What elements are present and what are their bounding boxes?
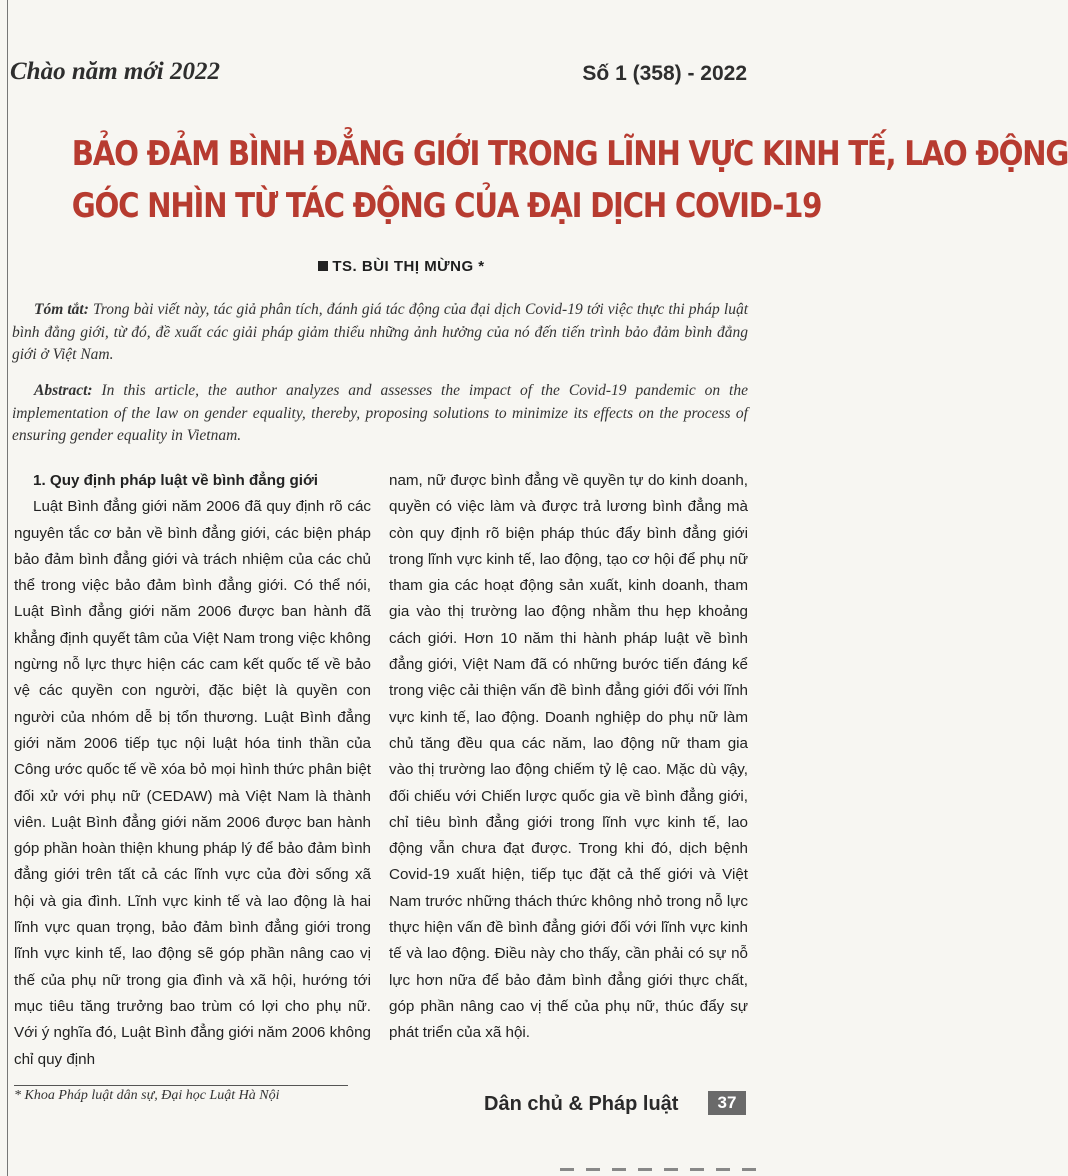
author-name: TS. BÙI THỊ MỪNG *	[332, 258, 485, 275]
body-paragraph-left: Luật Bình đẳng giới năm 2006 đã quy định rõ các nguyên tắc cơ bản về bình đẳng giới, các biện pháp bảo đảm bình đẳng giới và trách nhiệm của các chủ thể trong việc bảo đảm bình đẳng giới. Có thể nói, Luật Bình đẳng giới năm 2006 được ban hành đã khẳng định quyết tâm của Việt Nam trong việc không ngừng nỗ lực thực hiện các cam kết quốc tế về bảo vệ các quyền con người, đặc biệt là quyền con người của nhóm dễ bị tổn thương. Luật Bình đẳng giới năm 2006 tiếp tục nội luật hóa tinh thần của Công ước quốc tế về xóa bỏ mọi hình thức phân biệt đối xử với phụ nữ (CEDAW) mà Việt Nam là thành viên. Luật Bình đẳng giới năm 2006 được ban hành góp phần hoàn thiện khung pháp lý để bảo đảm bình đẳng giới trên tất cả các lĩnh vực của đời sống xã hội và gia đình. Lĩnh vực kinh tế và lao động là hai lĩnh vực quan trọng, bảo đảm bình đẳng giới trong lĩnh vực kinh tế, lao động sẽ góp phần nâng cao vị thế của phụ nữ trong gia đình và xã hội, hướng tới mục tiêu tăng trưởng bao trùm có lợi cho phụ nữ. Với ý nghĩa đó, Luật Bình đẳng giới năm 2006 không chỉ quy định	[14, 498, 371, 1068]
footnote-divider	[14, 1085, 348, 1086]
section-heading: 1. Quy định pháp luật về bình đẳng giới	[33, 472, 319, 489]
summary-en-text: In this article, the author analyzes and assesses the impact of the Covid-19 pandemic on the implementation of the law on gender equality, thereby, proposing solutions to minimize its effects on the process of ensuring gender equality in Vietnam.	[12, 382, 748, 444]
journal-name: Dân chủ & Pháp luật	[484, 1093, 679, 1115]
author-affiliation-footnote: * Khoa Pháp luật dân sự, Đại học Luật Hà Nội	[14, 1088, 280, 1103]
summary-en-label: Abstract:	[34, 382, 93, 399]
body-column-right	[389, 468, 748, 1047]
bottom-scan-artifact	[560, 1168, 760, 1171]
square-bullet-icon	[318, 261, 328, 271]
page-number: 37	[708, 1091, 746, 1115]
author-line	[0, 258, 803, 275]
article-title-line-1: BẢO ĐẢM BÌNH ĐẲNG GIỚI TRONG LĨNH VỰC KINH TẾ, LAO ĐỘNG	[71, 134, 1068, 174]
issue-greeting: Chào năm mới 2022	[10, 58, 220, 85]
issue-number: Số 1 (358) - 2022	[582, 62, 747, 85]
article-title-line-2: GÓC NHÌN TỪ TÁC ĐỘNG CỦA ĐẠI DỊCH COVID-19	[71, 186, 822, 226]
page-edge-line	[7, 0, 8, 1176]
body-column-left	[14, 468, 371, 1073]
article-title	[71, 128, 1068, 232]
summary-english	[12, 380, 748, 448]
body-paragraph-right: nam, nữ được bình đẳng về quyền tự do kinh doanh, quyền có việc làm và được trả lương bình đẳng mà còn quy định rõ biện pháp thúc đẩy bình đẳng giới trong lĩnh vực kinh tế, lao động, tạo cơ hội để phụ nữ tham gia các hoạt động sản xuất, kinh doanh, tham gia vào thị trường lao động nhằm thu hẹp khoảng cách giới. Hơn 10 năm thi hành pháp luật về bình đẳng giới, Việt Nam đã có những bước tiến đáng kể trong việc cải thiện vấn đề bình đẳng giới đối với lĩnh vực kinh tế, lao động. Doanh nghiệp do phụ nữ làm chủ tăng đều qua các năm, lao động nữ tham gia vào thị trường lao động chiếm tỷ lệ cao. Mặc dù vậy, đối chiếu với Chiến lược quốc gia về bình đẳng giới, chỉ tiêu bình đẳng giới trong lĩnh vực kinh tế, lao động vẫn chưa đạt được. Trong khi đó, dịch bệnh Covid-19 xuất hiện, tiếp tục đặt cả thế giới và Việt Nam trước những thách thức không nhỏ trong nỗ lực thực hiện vấn đề bình đẳng giới đối với lĩnh vực kinh tế và lao động. Điều này cho thấy, cần phải có sự nỗ lực hơn nữa để bảo đảm bình đẳng giới thực chất, góp phần nâng cao vị thế của phụ nữ, thúc đẩy sự phát triển của xã hội.	[389, 472, 748, 1042]
summary-vn-text: Trong bài viết này, tác giả phân tích, đánh giá tác động của đại dịch Covid-19 tới việc thực thi pháp luật bình đẳng giới, từ đó, đề xuất các giải pháp giảm thiểu những ảnh hưởng của nó đến tiến trình bảo đảm bình đẳng giới ở Việt Nam.	[12, 301, 749, 363]
summary-vietnamese	[12, 299, 748, 367]
summary-vn-label: Tóm tắt:	[34, 301, 89, 318]
